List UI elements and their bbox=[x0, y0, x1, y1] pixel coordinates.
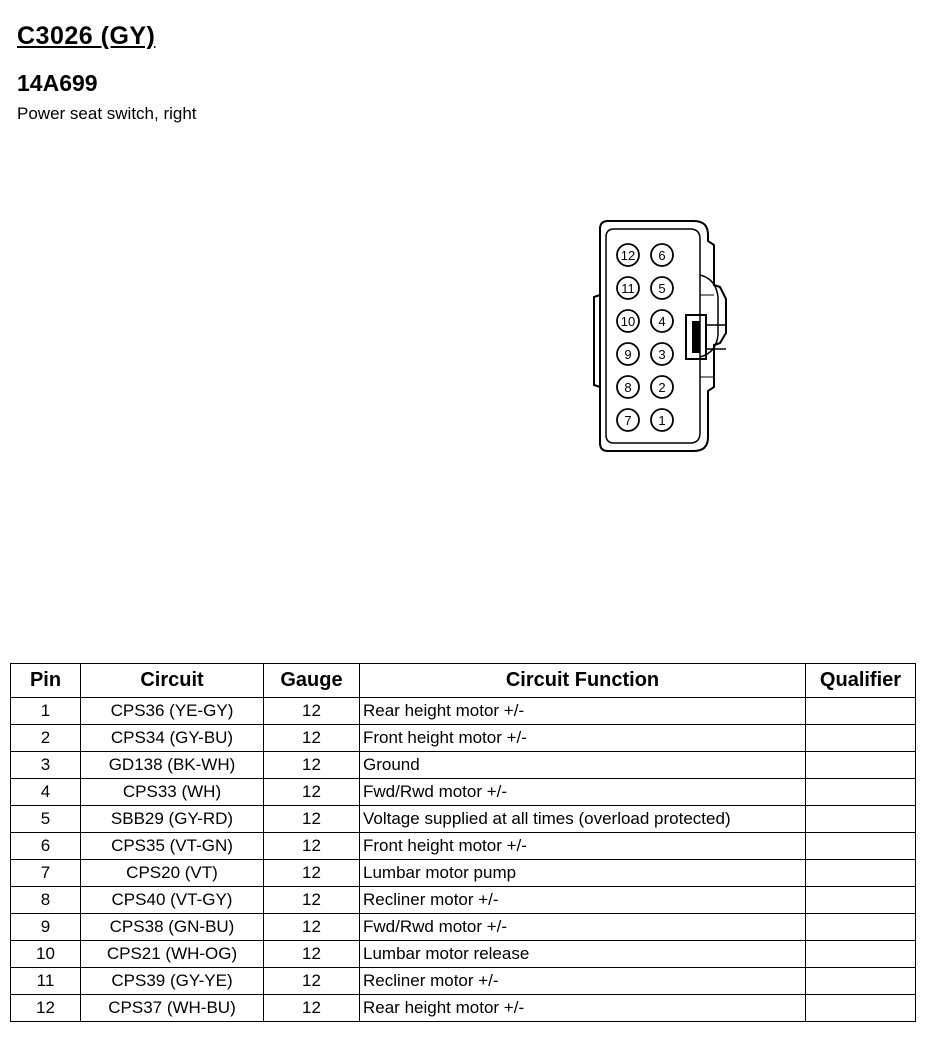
function-cell: Rear height motor +/- bbox=[360, 698, 806, 725]
pin-8 bbox=[617, 376, 639, 398]
function-cell: Lumbar motor release bbox=[360, 941, 806, 968]
qualifier-cell bbox=[806, 752, 916, 779]
function-cell: Fwd/Rwd motor +/- bbox=[360, 779, 806, 806]
gauge-cell: 12 bbox=[264, 725, 360, 752]
pinout-table bbox=[10, 663, 916, 1022]
qualifier-cell bbox=[806, 806, 916, 833]
svg-text:6: 6 bbox=[658, 248, 666, 263]
pin-cell: 4 bbox=[11, 779, 81, 806]
connector-pins bbox=[617, 244, 673, 431]
pin-11 bbox=[617, 277, 639, 299]
pin-1 bbox=[651, 409, 673, 431]
pin-10 bbox=[617, 310, 639, 332]
circuit-cell: SBB29 (GY-RD) bbox=[81, 806, 264, 833]
column-header-function: Circuit Function bbox=[360, 664, 806, 698]
qualifier-cell bbox=[806, 698, 916, 725]
qualifier-cell bbox=[806, 725, 916, 752]
function-cell: Fwd/Rwd motor +/- bbox=[360, 914, 806, 941]
qualifier-cell bbox=[806, 779, 916, 806]
function-cell: Recliner motor +/- bbox=[360, 887, 806, 914]
svg-text:12: 12 bbox=[620, 248, 636, 263]
circuit-cell: CPS20 (VT) bbox=[81, 860, 264, 887]
qualifier-cell bbox=[806, 914, 916, 941]
function-cell: Recliner motor +/- bbox=[360, 968, 806, 995]
pin-7 bbox=[617, 409, 639, 431]
pin-cell: 12 bbox=[11, 995, 81, 1022]
svg-text:9: 9 bbox=[624, 347, 632, 362]
pin-4 bbox=[651, 310, 673, 332]
pin-cell: 5 bbox=[11, 806, 81, 833]
pin-cell: 11 bbox=[11, 968, 81, 995]
circuit-cell: CPS33 (WH) bbox=[81, 779, 264, 806]
circuit-cell: CPS37 (WH-BU) bbox=[81, 995, 264, 1022]
circuit-cell: CPS21 (WH-OG) bbox=[81, 941, 264, 968]
table-row bbox=[11, 995, 916, 1022]
gauge-cell: 12 bbox=[264, 968, 360, 995]
circuit-cell: GD138 (BK-WH) bbox=[81, 752, 264, 779]
qualifier-cell bbox=[806, 887, 916, 914]
gauge-cell: 12 bbox=[264, 995, 360, 1022]
gauge-cell: 12 bbox=[264, 833, 360, 860]
function-cell: Voltage supplied at all times (overload protected) bbox=[360, 806, 806, 833]
pin-3 bbox=[651, 343, 673, 365]
function-cell: Rear height motor +/- bbox=[360, 995, 806, 1022]
connector-description: Power seat switch, right bbox=[17, 104, 197, 123]
connector-title: C3026 (GY) bbox=[17, 22, 156, 50]
circuit-cell: CPS34 (GY-BU) bbox=[81, 725, 264, 752]
pin-6 bbox=[651, 244, 673, 266]
svg-text:4: 4 bbox=[658, 314, 666, 329]
qualifier-cell bbox=[806, 995, 916, 1022]
qualifier-cell bbox=[806, 968, 916, 995]
table-row bbox=[11, 698, 916, 725]
circuit-cell: CPS38 (GN-BU) bbox=[81, 914, 264, 941]
gauge-cell: 12 bbox=[264, 860, 360, 887]
gauge-cell: 12 bbox=[264, 752, 360, 779]
pin-12 bbox=[617, 244, 639, 266]
pin-9 bbox=[617, 343, 639, 365]
qualifier-cell bbox=[806, 941, 916, 968]
circuit-cell: CPS35 (VT-GN) bbox=[81, 833, 264, 860]
svg-text:11: 11 bbox=[621, 281, 635, 296]
function-cell: Front height motor +/- bbox=[360, 833, 806, 860]
table-row bbox=[11, 968, 916, 995]
pin-cell: 10 bbox=[11, 941, 81, 968]
pin-5 bbox=[651, 277, 673, 299]
connector-face-diagram bbox=[580, 215, 740, 460]
table-row bbox=[11, 806, 916, 833]
gauge-cell: 12 bbox=[264, 779, 360, 806]
table-row bbox=[11, 887, 916, 914]
pin-cell: 3 bbox=[11, 752, 81, 779]
circuit-cell: CPS36 (YE-GY) bbox=[81, 698, 264, 725]
function-cell: Front height motor +/- bbox=[360, 725, 806, 752]
svg-text:10: 10 bbox=[620, 314, 636, 329]
table-row bbox=[11, 914, 916, 941]
column-header-qualifier: Qualifier bbox=[806, 664, 916, 698]
table-header-row bbox=[11, 664, 916, 698]
function-cell: Lumbar motor pump bbox=[360, 860, 806, 887]
svg-text:5: 5 bbox=[658, 281, 666, 296]
pin-cell: 1 bbox=[11, 698, 81, 725]
function-cell: Ground bbox=[360, 752, 806, 779]
gauge-cell: 12 bbox=[264, 806, 360, 833]
pin-cell: 6 bbox=[11, 833, 81, 860]
table-row bbox=[11, 752, 916, 779]
table-row bbox=[11, 941, 916, 968]
table-row bbox=[11, 860, 916, 887]
table-row bbox=[11, 833, 916, 860]
pin-cell: 8 bbox=[11, 887, 81, 914]
pin-cell: 2 bbox=[11, 725, 81, 752]
column-header-pin: Pin bbox=[11, 664, 81, 698]
gauge-cell: 12 bbox=[264, 941, 360, 968]
qualifier-cell bbox=[806, 860, 916, 887]
part-number: 14A699 bbox=[17, 70, 98, 96]
table-row bbox=[11, 725, 916, 752]
gauge-cell: 12 bbox=[264, 698, 360, 725]
table-row bbox=[11, 779, 916, 806]
svg-text:7: 7 bbox=[624, 413, 632, 428]
qualifier-cell bbox=[806, 833, 916, 860]
circuit-cell: CPS39 (GY-YE) bbox=[81, 968, 264, 995]
pin-cell: 9 bbox=[11, 914, 81, 941]
column-header-gauge: Gauge bbox=[264, 664, 360, 698]
pin-2 bbox=[651, 376, 673, 398]
gauge-cell: 12 bbox=[264, 887, 360, 914]
svg-text:8: 8 bbox=[624, 380, 632, 395]
gauge-cell: 12 bbox=[264, 914, 360, 941]
pin-cell: 7 bbox=[11, 860, 81, 887]
svg-text:1: 1 bbox=[658, 413, 666, 428]
svg-text:2: 2 bbox=[658, 380, 666, 395]
circuit-cell: CPS40 (VT-GY) bbox=[81, 887, 264, 914]
svg-text:3: 3 bbox=[658, 347, 666, 362]
column-header-circuit: Circuit bbox=[81, 664, 264, 698]
